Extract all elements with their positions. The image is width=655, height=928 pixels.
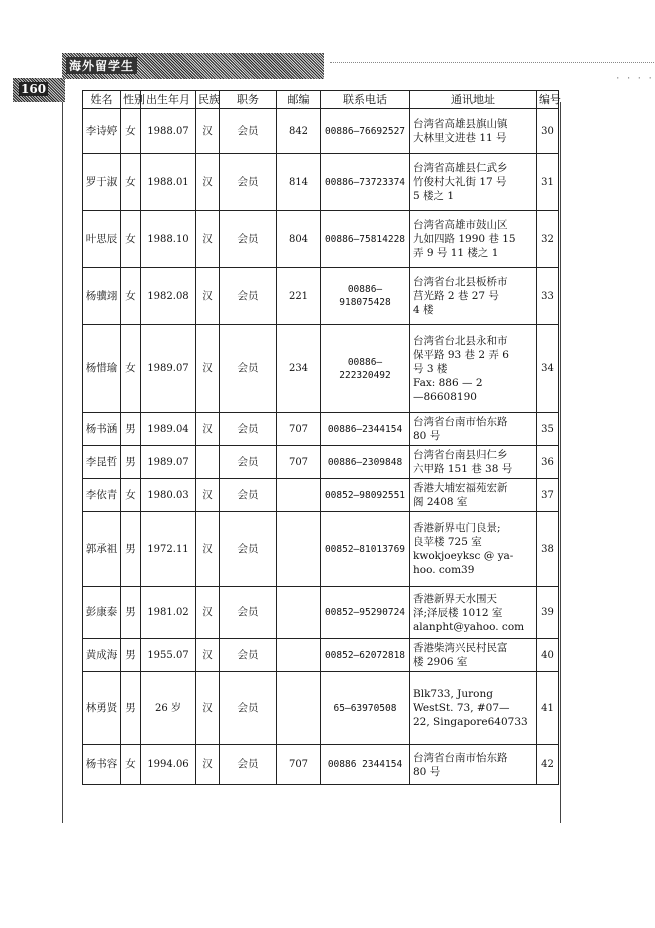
address-line: 香港大埔宏福苑宏新 (413, 482, 508, 494)
cell-phone: 00886—222320492 (321, 325, 410, 413)
cell-address (410, 211, 537, 268)
cell-birth: 1994.06 (141, 745, 196, 785)
cell-number: 34 (537, 325, 559, 413)
cell-role: 会员 (220, 639, 277, 672)
address-line: 良苹楼 725 室 (413, 536, 482, 548)
col-header-birth: 出生年月 (141, 91, 196, 109)
cell-phone: 00886—75814228 (321, 211, 410, 268)
cell-name: 李昆哲 (83, 446, 121, 479)
col-header-postcode: 邮编 (277, 91, 321, 109)
cell-birth: 1988.01 (141, 154, 196, 211)
address-line: —86608190 (413, 390, 477, 403)
cell-address (410, 639, 537, 672)
cell-address (410, 109, 537, 154)
table-row (83, 479, 559, 512)
cell-birth: 1981.02 (141, 587, 196, 639)
cell-role: 会员 (220, 211, 277, 268)
cell-phone: 65—63970508 (321, 672, 410, 745)
cell-ethnicity: 汉 (196, 268, 220, 325)
address-line: 5 楼之 1 (413, 190, 455, 202)
cell-postcode: 707 (277, 446, 321, 479)
col-header-ethnicity: 民族 (196, 91, 220, 109)
col-header-role: 职务 (220, 91, 277, 109)
cell-birth: 26 岁 (141, 672, 196, 745)
cell-phone: 00886—2344154 (321, 413, 410, 446)
table-row (83, 109, 559, 154)
cell-name: 郭承祖 (83, 512, 121, 587)
cell-ethnicity: 汉 (196, 512, 220, 587)
cell-ethnicity (196, 446, 220, 479)
cell-address (410, 512, 537, 587)
address-line: 竹俊村大礼街 17 号 (413, 176, 507, 188)
cell-gender: 男 (121, 512, 141, 587)
cell-postcode (277, 479, 321, 512)
cell-role: 会员 (220, 413, 277, 446)
cell-postcode: 814 (277, 154, 321, 211)
address-line: 保平路 93 巷 2 弄 6 (413, 348, 509, 361)
address-line: 弄 9 号 11 楼之 1 (413, 247, 499, 259)
address-line: 台湾省高雄县旗山镇 (413, 118, 508, 130)
cell-role: 会员 (220, 446, 277, 479)
table-row (83, 268, 559, 325)
cell-name: 杨书容 (83, 745, 121, 785)
page-number-tab (13, 78, 65, 102)
cell-gender: 男 (121, 446, 141, 479)
cell-number: 41 (537, 672, 559, 745)
left-margin-rule (62, 102, 63, 823)
table-row (83, 587, 559, 639)
address-line: 4 楼 (413, 304, 434, 316)
address-line: 台湾省台北县永和市 (413, 334, 508, 347)
cell-gender: 女 (121, 325, 141, 413)
address-line: Fax: 886 — 2 (413, 376, 483, 389)
cell-ethnicity: 汉 (196, 109, 220, 154)
cell-gender: 女 (121, 211, 141, 268)
address-line: 莒光路 2 巷 27 号 (413, 290, 499, 302)
address-line: 台湾省台南市怡东路 (413, 416, 508, 428)
address-line: hoo. com39 (413, 564, 475, 576)
cell-number: 40 (537, 639, 559, 672)
member-roster-table (82, 90, 559, 785)
col-header-address: 通讯地址 (410, 91, 537, 109)
cell-birth: 1988.10 (141, 211, 196, 268)
header-band-label: 海外留学生 (66, 57, 137, 74)
cell-address (410, 413, 537, 446)
table-header-row (83, 91, 559, 109)
cell-address (410, 587, 537, 639)
address-line: 九如四路 1990 巷 15 (413, 233, 516, 245)
address-line: 阁 2408 室 (413, 496, 468, 508)
cell-phone: 00852—98092551 (321, 479, 410, 512)
col-header-phone: 联系电话 (321, 91, 410, 109)
cell-name: 杨骥翊 (83, 268, 121, 325)
address-line: WestSt. 73, #07— (413, 702, 510, 714)
address-line: 大林里文进巷 11 号 (413, 132, 507, 144)
cell-ethnicity: 汉 (196, 587, 220, 639)
cell-number: 35 (537, 413, 559, 446)
cell-gender: 女 (121, 109, 141, 154)
right-margin-rule (560, 102, 561, 823)
cell-role: 会员 (220, 109, 277, 154)
cell-address (410, 745, 537, 785)
cell-name: 杨惜瑜 (83, 325, 121, 413)
table-row (83, 446, 559, 479)
address-line: Blk733, Jurong (413, 688, 493, 700)
cell-number: 38 (537, 512, 559, 587)
cell-phone: 00886—73723374 (321, 154, 410, 211)
cell-gender: 男 (121, 587, 141, 639)
cell-role: 会员 (220, 672, 277, 745)
cell-phone: 00886—76692527 (321, 109, 410, 154)
cell-birth: 1988.07 (141, 109, 196, 154)
cell-postcode (277, 639, 321, 672)
address-line: 80 号 (413, 765, 441, 778)
address-line: 香港柴湾兴民村民富 (413, 642, 508, 654)
cell-role: 会员 (220, 154, 277, 211)
table-row (83, 672, 559, 745)
cell-number: 39 (537, 587, 559, 639)
address-line: 楼 2906 室 (413, 656, 468, 668)
cell-role: 会员 (220, 512, 277, 587)
address-line: 台湾省高雄市鼓山区 (413, 219, 508, 231)
cell-name: 罗于淑 (83, 154, 121, 211)
cell-gender: 男 (121, 413, 141, 446)
cell-name: 叶思辰 (83, 211, 121, 268)
address-line: 香港新界屯门良景; (413, 522, 501, 534)
table-row (83, 154, 559, 211)
address-line: alanpht@yahoo. com (413, 620, 525, 633)
cell-name: 李依青 (83, 479, 121, 512)
table-row (83, 325, 559, 413)
cell-birth: 1955.07 (141, 639, 196, 672)
cell-number: 32 (537, 211, 559, 268)
cell-role: 会员 (220, 268, 277, 325)
address-line: 台湾省台南市怡东路 (413, 751, 508, 764)
corner-marks: · · · · (615, 74, 653, 84)
cell-name: 李诗婷 (83, 109, 121, 154)
cell-ethnicity: 汉 (196, 211, 220, 268)
cell-ethnicity: 汉 (196, 639, 220, 672)
cell-postcode (277, 672, 321, 745)
cell-gender: 男 (121, 672, 141, 745)
cell-number: 30 (537, 109, 559, 154)
cell-birth: 1989.07 (141, 325, 196, 413)
address-line: 号 3 楼 (413, 362, 448, 375)
address-line: 台湾省高雄县仁武乡 (413, 162, 508, 174)
address-line: 台湾省台南县归仁乡 (413, 449, 508, 461)
table-row (83, 639, 559, 672)
cell-birth: 1982.08 (141, 268, 196, 325)
cell-postcode (277, 512, 321, 587)
cell-birth: 1989.07 (141, 446, 196, 479)
cell-number: 37 (537, 479, 559, 512)
cell-address (410, 479, 537, 512)
address-line: 台湾省台北县板桥市 (413, 276, 508, 288)
cell-phone: 00886 2344154 (321, 745, 410, 785)
cell-postcode: 707 (277, 413, 321, 446)
address-line: 80 号 (413, 430, 441, 442)
address-line: 六甲路 151 巷 38 号 (413, 463, 513, 475)
cell-postcode (277, 587, 321, 639)
address-line: 香港新界天水围天 (413, 592, 497, 605)
cell-name: 林勇贤 (83, 672, 121, 745)
address-line: 泽;泽辰楼 1012 室 (413, 606, 503, 619)
cell-role: 会员 (220, 745, 277, 785)
col-header-name: 姓名 (83, 91, 121, 109)
cell-gender: 女 (121, 154, 141, 211)
cell-number: 31 (537, 154, 559, 211)
table-row (83, 512, 559, 587)
cell-phone: 00852—95290724 (321, 587, 410, 639)
cell-number: 36 (537, 446, 559, 479)
table-row (83, 211, 559, 268)
cell-address (410, 446, 537, 479)
cell-name: 彭康泰 (83, 587, 121, 639)
cell-address (410, 325, 537, 413)
cell-ethnicity: 汉 (196, 154, 220, 211)
col-header-number: 编号 (537, 91, 559, 109)
cell-postcode: 804 (277, 211, 321, 268)
table-row (83, 413, 559, 446)
cell-role: 会员 (220, 325, 277, 413)
cell-address (410, 154, 537, 211)
cell-phone: 00852—81013769 (321, 512, 410, 587)
cell-birth: 1989.04 (141, 413, 196, 446)
cell-name: 杨书涵 (83, 413, 121, 446)
header-dotted-rule (330, 62, 654, 63)
cell-birth: 1980.03 (141, 479, 196, 512)
address-line: kwokjoeyksc @ ya- (413, 550, 514, 562)
col-header-gender: 性别 (121, 91, 141, 109)
cell-address (410, 268, 537, 325)
cell-postcode: 707 (277, 745, 321, 785)
cell-ethnicity: 汉 (196, 479, 220, 512)
cell-gender: 女 (121, 479, 141, 512)
cell-postcode: 842 (277, 109, 321, 154)
cell-gender: 男 (121, 639, 141, 672)
cell-phone: 00886—2309848 (321, 446, 410, 479)
cell-gender: 女 (121, 268, 141, 325)
cell-role: 会员 (220, 587, 277, 639)
cell-postcode: 221 (277, 268, 321, 325)
cell-name: 黄成海 (83, 639, 121, 672)
cell-ethnicity: 汉 (196, 745, 220, 785)
table-row (83, 745, 559, 785)
cell-ethnicity: 汉 (196, 325, 220, 413)
cell-ethnicity: 汉 (196, 413, 220, 446)
cell-gender: 女 (121, 745, 141, 785)
cell-address (410, 672, 537, 745)
cell-phone: 00886—918075428 (321, 268, 410, 325)
address-line: 22, Singapore640733 (413, 716, 528, 728)
header-band (62, 53, 324, 79)
cell-number: 42 (537, 745, 559, 785)
cell-role: 会员 (220, 479, 277, 512)
cell-number: 33 (537, 268, 559, 325)
page-number: 160 (21, 82, 47, 96)
cell-birth: 1972.11 (141, 512, 196, 587)
cell-ethnicity: 汉 (196, 672, 220, 745)
cell-phone: 00852—62072818 (321, 639, 410, 672)
cell-postcode: 234 (277, 325, 321, 413)
